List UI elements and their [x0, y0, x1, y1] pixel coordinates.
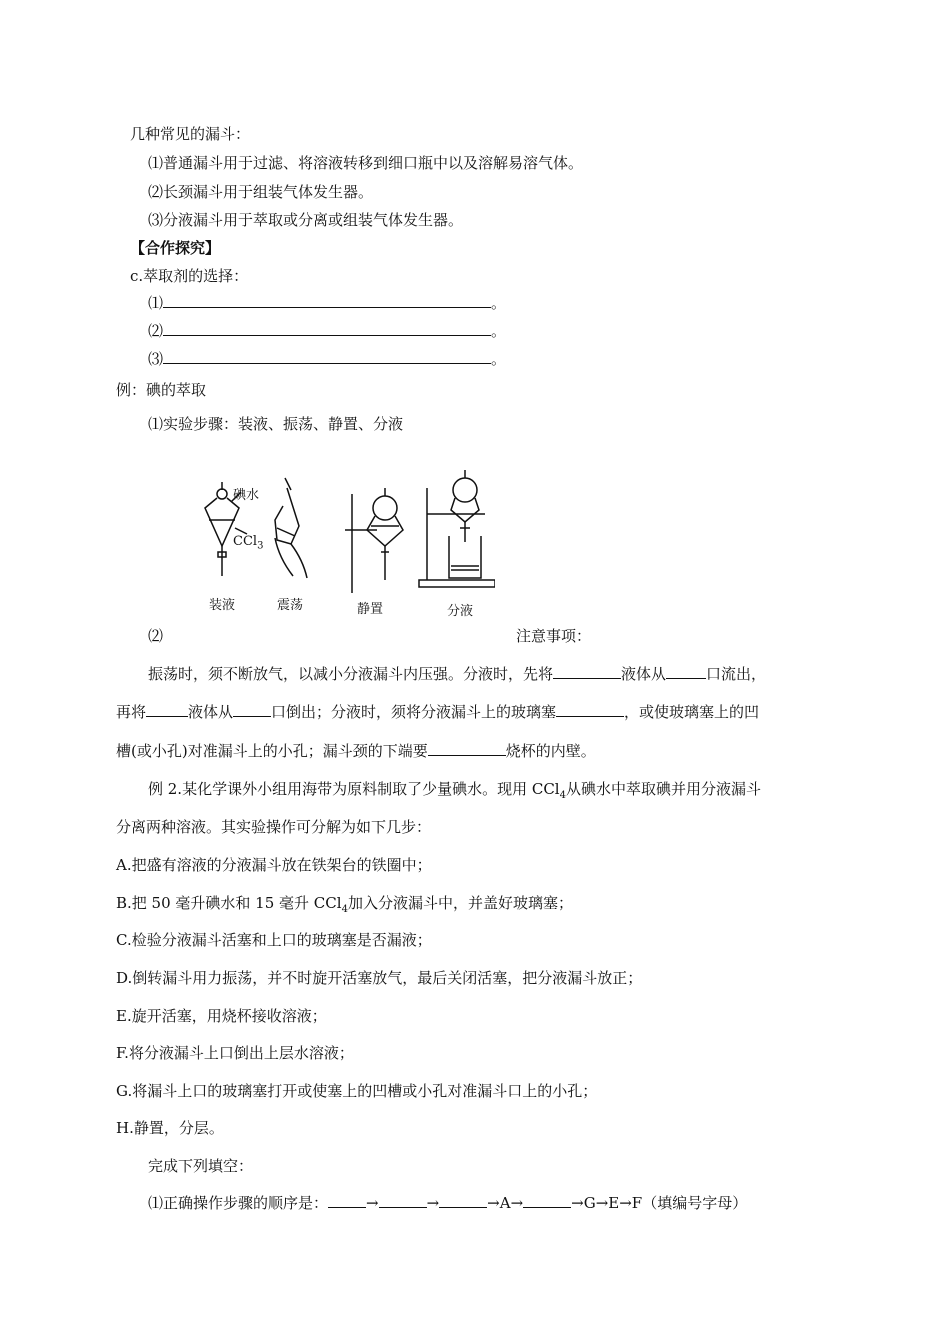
item-end: 。	[491, 294, 507, 312]
caption-loading: 装液	[209, 598, 236, 613]
example1-title: 例：碘的萃取	[116, 381, 207, 399]
caption-shaking: 震荡	[277, 598, 304, 613]
extractant-item-1	[148, 293, 506, 313]
answer-blank[interactable]	[439, 1193, 487, 1208]
item-number: ⑵	[148, 322, 164, 340]
extraction-figure	[195, 468, 495, 618]
extractant-title: c.萃取剂的选择：	[130, 267, 249, 285]
answer-blank[interactable]	[666, 664, 706, 679]
step-f: F.将分液漏斗上口倒出上层水溶液；	[116, 1044, 354, 1062]
answer-blank[interactable]	[146, 702, 188, 717]
extractant-item-3	[148, 349, 506, 369]
example1-steps: ⑴实验步骤：装液、振荡、静置、分液	[148, 415, 404, 433]
answer-blank[interactable]	[163, 293, 491, 308]
step-h: H.静置，分层。	[116, 1119, 224, 1137]
answer-blank[interactable]	[523, 1193, 571, 1208]
item-2-number: ⑵	[148, 627, 164, 645]
section-heading: 【合作探究】	[130, 239, 221, 257]
item-number: ⑶	[148, 350, 164, 368]
extractant-item-2	[148, 321, 506, 341]
answer-blank[interactable]	[163, 321, 491, 336]
step-c: C.检验分液漏斗活塞和上口的玻璃塞是否漏液；	[116, 931, 432, 949]
funnel-item-2: ⑵长颈漏斗用于组装气体发生器。	[148, 183, 374, 201]
answer-blank[interactable]	[328, 1193, 366, 1208]
caption-standing: 静置	[357, 602, 384, 617]
item-end: 。	[491, 350, 507, 368]
step-e: E.旋开活塞，用烧杯接收溶液；	[116, 1007, 327, 1025]
notes-title: 注意事项：	[516, 627, 592, 645]
label-ccl3: CCl$_3$	[233, 534, 264, 552]
example2-intro-2: 分离两种溶液。其实验操作可分解为如下几步：	[116, 818, 432, 836]
answer-blank[interactable]	[163, 349, 491, 364]
item-end: 。	[491, 322, 507, 340]
fill-title: 完成下列填空：	[148, 1157, 254, 1175]
example2-intro-1: 例 2.某化学课外小组用海带为原料制取了少量碘水。现用 CCl$_4$从碘水中萃取碘并用分液漏斗	[148, 780, 761, 801]
answer-blank[interactable]	[233, 702, 271, 717]
step-g: G.将漏斗上口的玻璃塞打开或使塞上的凹槽或小孔对准漏斗口上的小孔；	[116, 1082, 598, 1100]
funnel-item-1: ⑴普通漏斗用于过滤、将溶液转移到细口瓶中以及溶解易溶气体。	[148, 154, 584, 172]
caption-separating: 分液	[447, 604, 474, 619]
question-1: ⑴正确操作步骤的顺序是： → → →A→ →G→E→F（填编号字母）	[148, 1194, 748, 1212]
step-a: A.把盛有溶液的分液漏斗放在铁架台的铁圈中；	[116, 856, 432, 874]
notes-line-2: 再将 液体从 口倒出；分液时，须将分液漏斗上的玻璃塞 ，或使玻璃塞上的凹	[116, 703, 760, 721]
notes-line-1: 振荡时，须不断放气，以减小分液漏斗内压强。分液时，先将 液体从 口流出，	[148, 665, 767, 683]
funnel-item-3: ⑶分液漏斗用于萃取或分离或组装气体发生器。	[148, 211, 464, 229]
item-number: ⑴	[148, 294, 164, 312]
answer-blank[interactable]	[553, 664, 621, 679]
step-b: B.把 50 毫升碘水和 15 毫升 CCl$_4$加入分液漏斗中，并盖好玻璃塞；	[116, 894, 573, 915]
answer-blank[interactable]	[428, 741, 506, 756]
label-iodine-water: 碘水	[233, 488, 260, 503]
answer-blank[interactable]	[556, 702, 624, 717]
answer-blank[interactable]	[379, 1193, 427, 1208]
step-d: D.倒转漏斗用力振荡，并不时旋开活塞放气，最后关闭活塞，把分液漏斗放正；	[116, 969, 643, 987]
notes-line-3: 槽(或小孔)对准漏斗上的小孔；漏斗颈的下端要 烧杯的内壁。	[116, 742, 596, 760]
funnels-title: 几种常见的漏斗：	[130, 125, 251, 143]
